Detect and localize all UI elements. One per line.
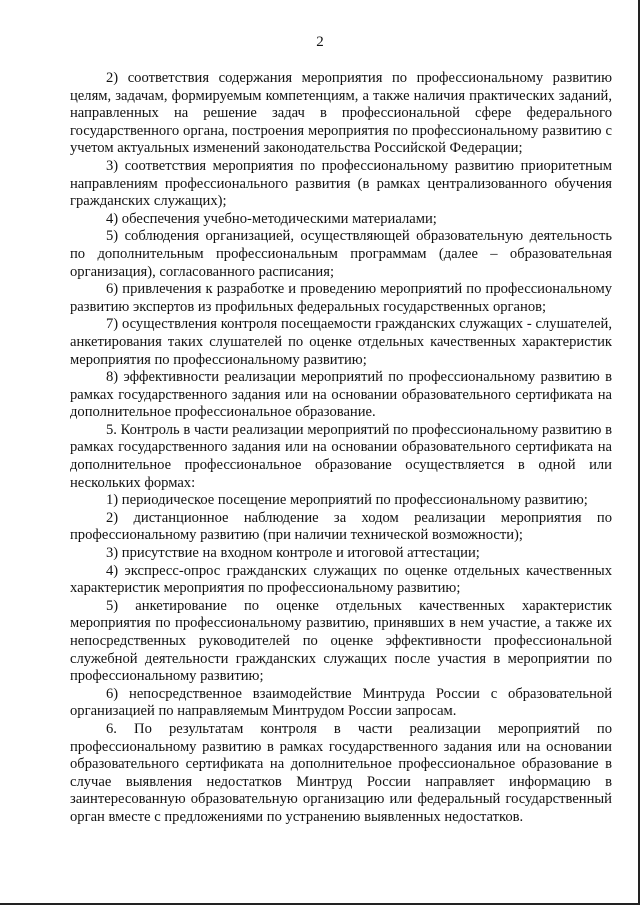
paragraph-item-6: 6) привлечения к разработке и проведению мероприятий по профессиональному развитию экспертов из профильных федеральных государственных органов; [70, 281, 612, 315]
paragraph-section-6: 6. По результатам контроля в части реализации мероприятий по профессиональному развитию в рамках государственного задания или на основании образовательного сертификата на дополнительное профессиональное образование в случае выявления недостатков Минтруд России направляет информацию в заинтересованную образовательную организацию или федеральный государственный орган вместе с предложениями по устранению выявленных недостатков. [70, 720, 612, 825]
document-body [70, 70, 612, 827]
paragraph-section-5: 5. Контроль в части реализации мероприятий по профессиональному развитию в рамках государственного задания или на основании образовательного сертификата на дополнительное профессиональное образование осуществляется в одной или нескольких формах: [70, 421, 612, 491]
paragraph-form-6: 6) непосредственное взаимодействие Минтруда России с образовательной организацией по направляемым Минтрудом России запросам. [70, 685, 612, 720]
paragraph-item-7: 7) осуществления контроля посещаемости гражданских служащих - слушателей, анкетирования таких слушателей по оценке отдельных качественных характеристик мероприятия по профессиональному развитию; [70, 316, 612, 368]
paragraph-form-3: 3) присутствие на входном контроле и итоговой аттестации; [106, 545, 480, 562]
paragraph-form-1: 1) периодическое посещение мероприятий по профессиональному развитию; [106, 492, 588, 509]
paragraph-form-4: 4) экспресс-опрос гражданских служащих по оценке отдельных качественных характеристик мероприятия по профессиональному развитию; [70, 562, 612, 597]
paragraph-item-2: 2) соответствия содержания мероприятия по профессиональному развитию целям, задачам, формируемым компетенциям, а также наличия практических заданий, направленных на решение задач в профессиональной сфере федерального государственного органа, построения мероприятия по профессиональному развитию с учетом актуальных изменений законодательства Российской Федерации; [70, 70, 612, 157]
page-number: 2 [316, 34, 324, 50]
paragraph-form-2: 2) дистанционное наблюдение за ходом реализации мероприятия по профессиональному развитию (при наличии технической возможности); [70, 509, 612, 544]
paragraph-form-5: 5) анкетирование по оценке отдельных качественных характеристик мероприятия по профессиональному развитию, принявших в нем участие, а также их непосредственных руководителей по оценке эффективности профессиональной служебной деятельности гражданских служащих после участия в мероприятии по профессиональному развитию; [70, 597, 612, 685]
paragraph-item-3: 3) соответствия мероприятия по профессиональному развитию приоритетным направлениям профессионального развития (в рамках централизованного обучения гражданских служащих); [70, 157, 612, 210]
paragraph-item-4: 4) обеспечения учебно-методическими материалами; [106, 210, 437, 227]
paragraph-item-8: 8) эффективности реализации мероприятий по профессиональному развитию в рамках государственного задания или на основании образовательного сертификата на дополнительное профессиональное образование. [70, 369, 612, 421]
paragraph-item-5: 5) соблюдения организацией, осуществляющей образовательную деятельность по дополнительным профессиональным программам (далее – образовательная организация), согласованного расписания; [70, 228, 612, 280]
